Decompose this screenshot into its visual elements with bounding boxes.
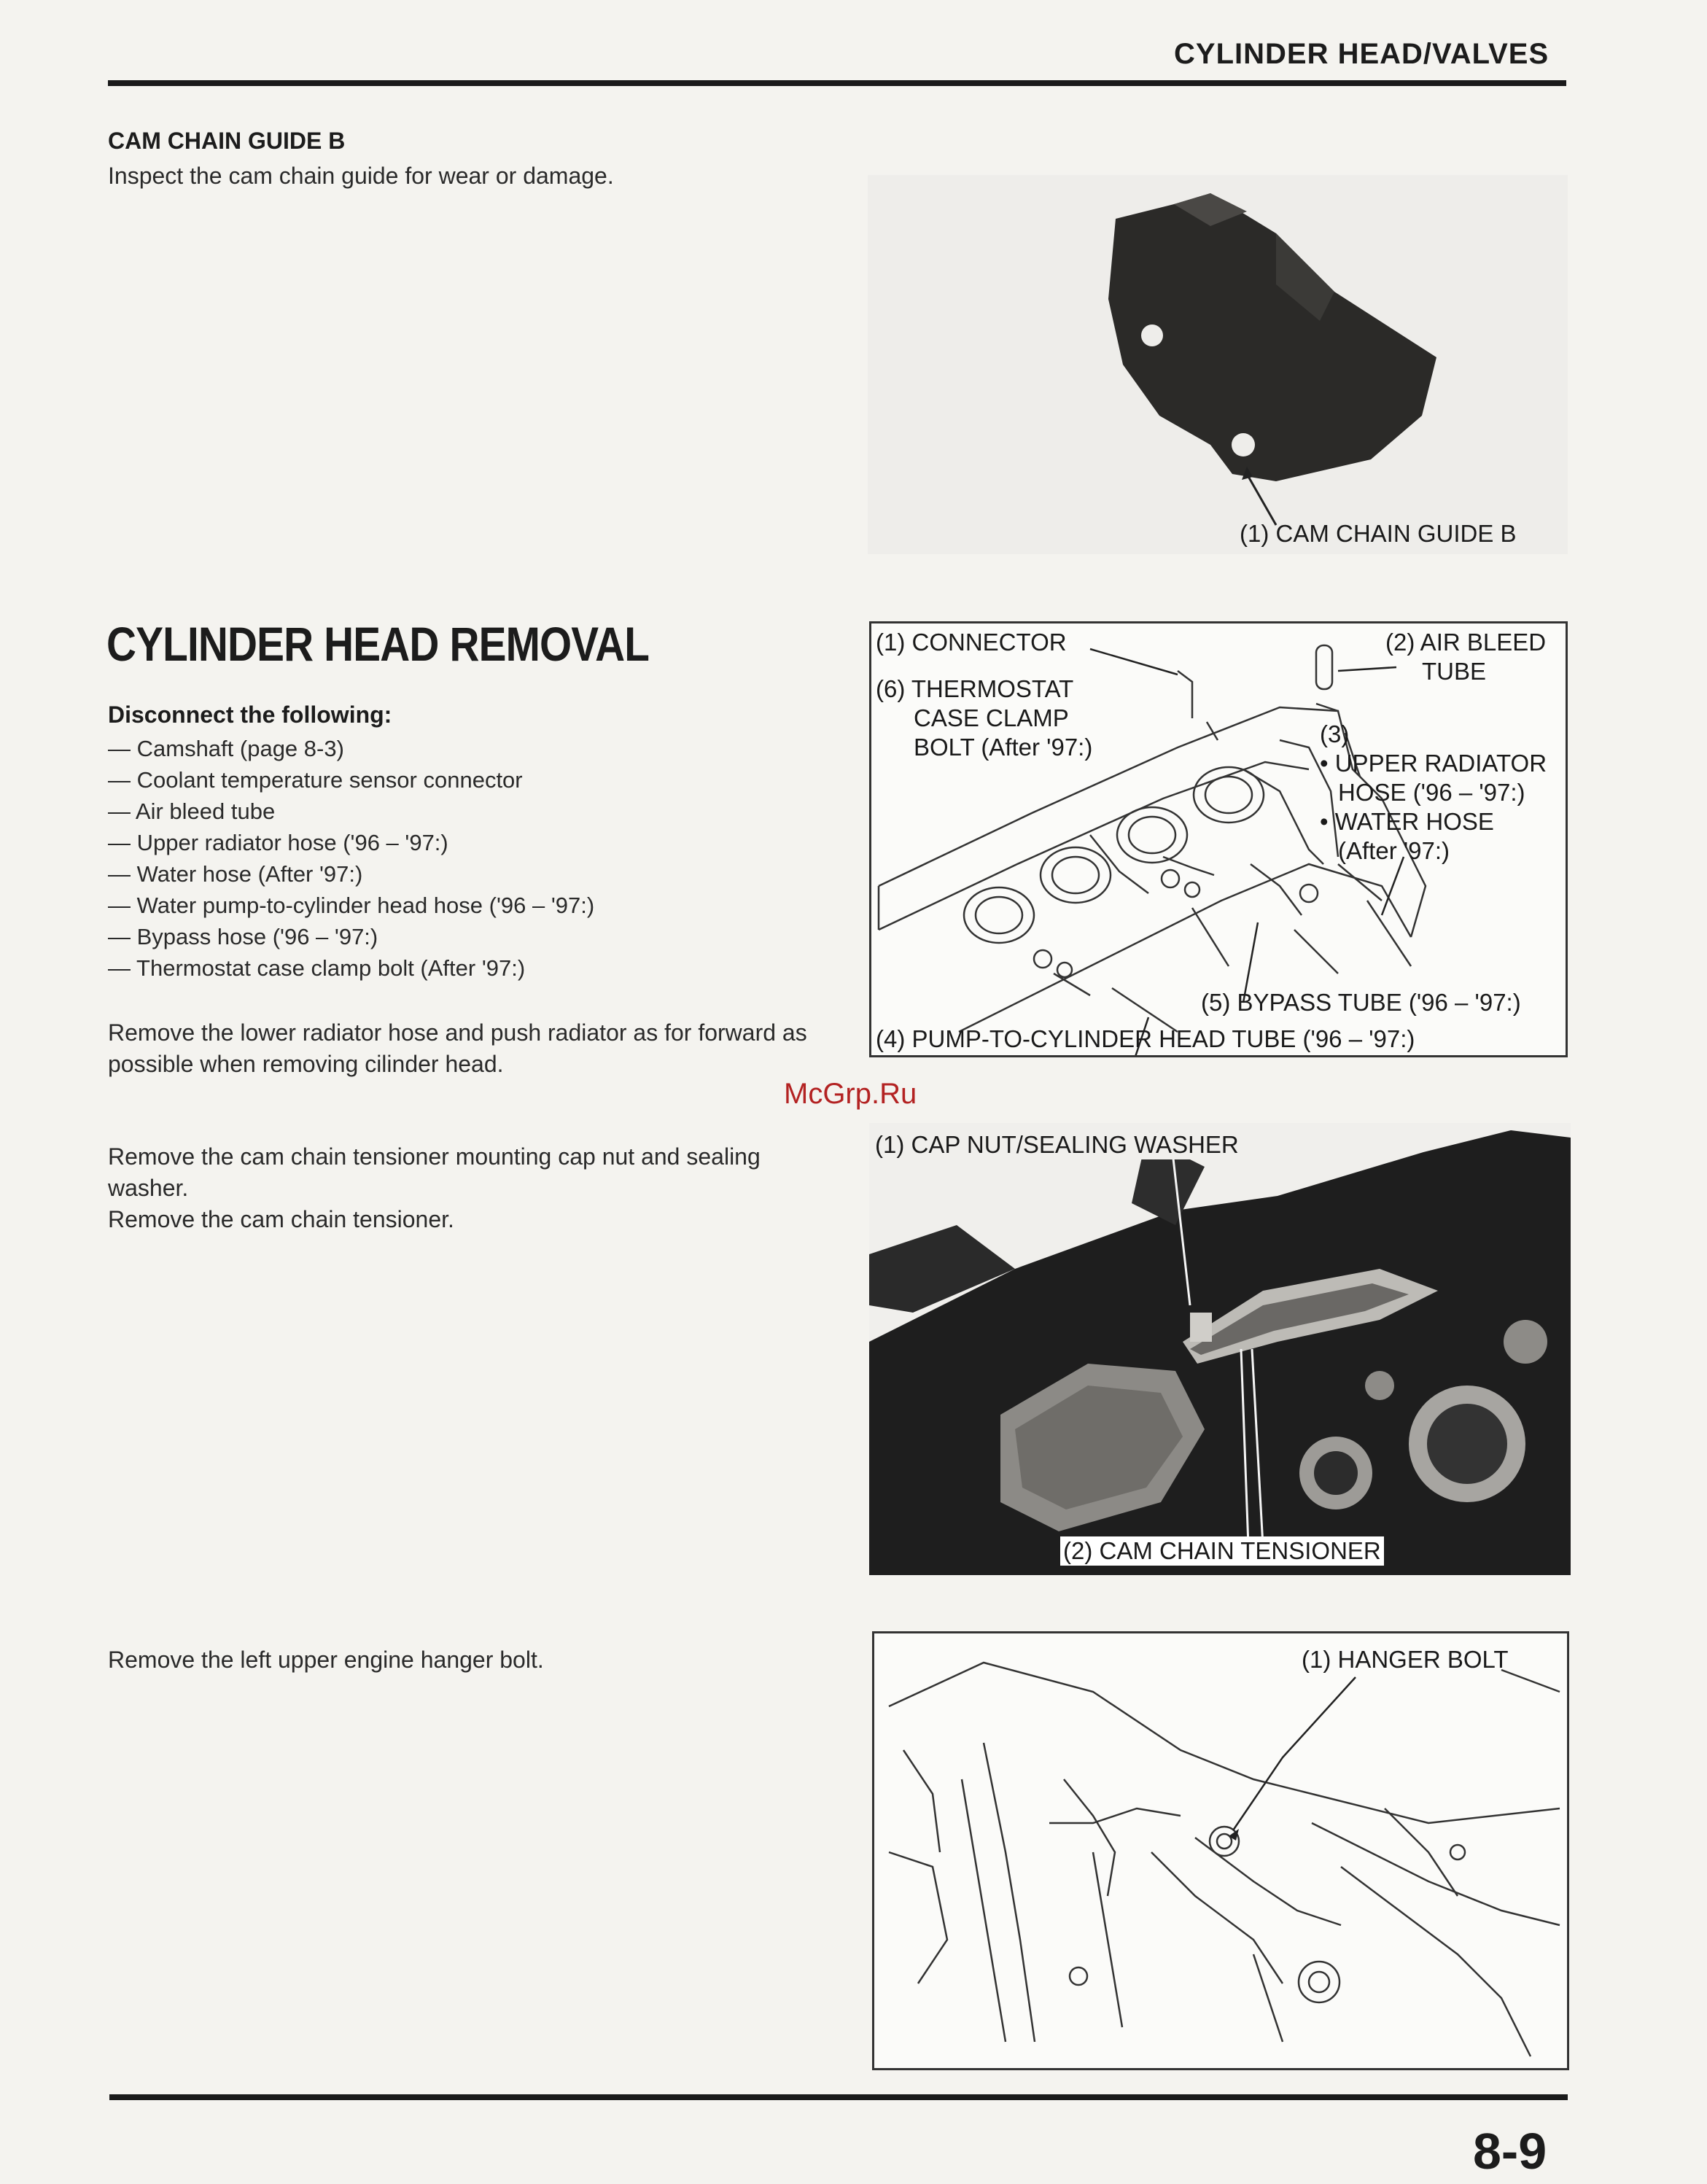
header-rule: [108, 80, 1566, 86]
list-item: — Air bleed tube: [108, 798, 276, 824]
list-item: — Water pump-to-cylinder head hose ('96 – '97:): [108, 893, 595, 918]
watermark-text: McGrp.Ru: [784, 1078, 917, 1110]
cam-chain-guide-text: Inspect the cam chain guide for wear or damage.: [108, 163, 614, 189]
cam-chain-guide-label: (1) CAM CHAIN GUIDE B: [1240, 520, 1517, 547]
label-cap-nut: (1) CAP NUT/SEALING WASHER: [875, 1131, 1239, 1158]
label-thermostat-1: (6) THERMOSTAT: [876, 675, 1074, 702]
disconnect-heading: Disconnect the following:: [108, 702, 392, 728]
label-upper-hose-1: • UPPER RADIATOR: [1320, 750, 1547, 777]
label-thermostat-2: CASE CLAMP: [914, 704, 1069, 731]
cam-chain-guide-illustration: [868, 175, 1568, 554]
list-item: — Upper radiator hose ('96 – '97:): [108, 830, 448, 855]
hanger-bolt-diagram: [872, 1631, 1569, 2070]
cylinder-head-diagram: [869, 621, 1568, 1057]
tensioner-illustration: [869, 1123, 1571, 1575]
hanger-bolt-line-drawing: [874, 1633, 1569, 2070]
label-thermostat-3: BOLT (After '97:): [914, 734, 1093, 761]
label-water-hose-2: (After '97:): [1338, 837, 1450, 864]
hanger-text: Remove the left upper engine hanger bolt.: [108, 1647, 544, 1673]
label-upper-hose-2: HOSE ('96 – '97:): [1338, 779, 1525, 806]
list-item: — Camshaft (page 8-3): [108, 736, 344, 761]
list-item: — Thermostat case clamp bolt (After '97:): [108, 955, 526, 981]
label-item-3: (3): [1320, 720, 1350, 747]
cam-chain-guide-heading: CAM CHAIN GUIDE B: [108, 128, 346, 154]
label-connector: (1) CONNECTOR: [876, 629, 1067, 656]
label-air-bleed-1: (2) AIR BLEED: [1385, 629, 1547, 656]
footer-rule: [109, 2094, 1568, 2100]
label-water-hose-1: • WATER HOSE: [1320, 808, 1494, 835]
tensioner-text-2: Remove the cam chain tensioner.: [108, 1206, 454, 1232]
cam-chain-guide-photo: [868, 175, 1568, 554]
section-title: CYLINDER HEAD REMOVAL: [106, 617, 650, 671]
page-header-title: CYLINDER HEAD/VALVES: [1174, 38, 1549, 70]
label-cam-chain-tensioner: (2) CAM CHAIN TENSIONER: [1060, 1536, 1384, 1566]
label-air-bleed-2: TUBE: [1422, 658, 1487, 685]
tensioner-text-1: Remove the cam chain tensioner mounting cap nut and sealing washer.: [108, 1143, 761, 1201]
list-item: — Water hose (After '97:): [108, 861, 363, 887]
list-item: — Bypass hose ('96 – '97:): [108, 924, 378, 949]
label-hanger-bolt: (1) HANGER BOLT: [1302, 1646, 1509, 1673]
label-pump-tube: (4) PUMP-TO-CYLINDER HEAD TUBE ('96 – '97:): [876, 1025, 1415, 1052]
page-number: 8-9: [1473, 2123, 1547, 2180]
list-item: — Coolant temperature sensor connector: [108, 767, 523, 793]
cam-chain-tensioner-photo: [869, 1123, 1571, 1575]
label-bypass-tube: (5) BYPASS TUBE ('96 – '97:): [1201, 989, 1521, 1016]
disconnect-list: [108, 733, 594, 984]
removal-paragraph: Remove the lower radiator hose and push radiator as for forward as possible when removing cilinder head.: [108, 1019, 807, 1077]
tensioner-text: [108, 1141, 844, 1235]
